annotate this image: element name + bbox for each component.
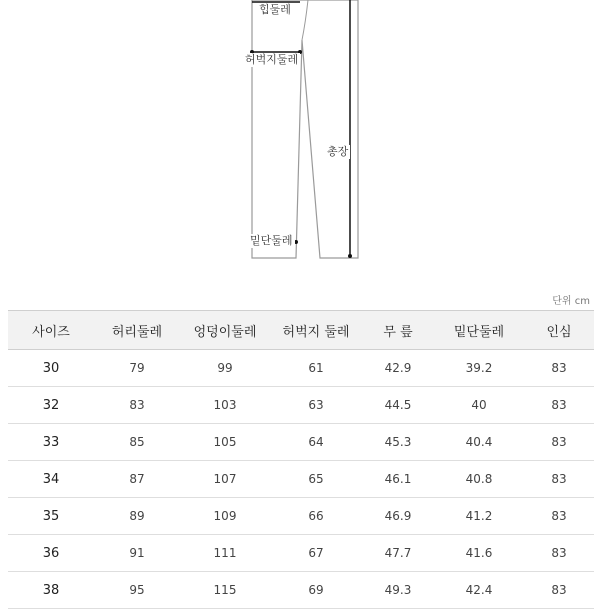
waist-cell: 83	[94, 387, 180, 424]
knee-cell: 46.9	[362, 498, 434, 535]
hem-cell: 41.2	[434, 498, 524, 535]
thigh-cell: 61	[270, 350, 362, 387]
hip-cell: 99	[180, 350, 270, 387]
table-row	[8, 572, 594, 609]
hip-cell: 109	[180, 498, 270, 535]
inseam-cell: 83	[524, 572, 594, 609]
header-hem: 밑단둘레	[434, 311, 524, 350]
table-row	[8, 498, 594, 535]
header-thigh: 허벅지 둘레	[270, 311, 362, 350]
hem-label: 밑단둘레	[250, 234, 293, 247]
inseam-cell: 83	[524, 535, 594, 572]
waist-cell: 95	[94, 572, 180, 609]
waist-cell: 91	[94, 535, 180, 572]
knee-cell: 45.3	[362, 424, 434, 461]
pants-diagram	[0, 0, 600, 270]
inseam-cell: 83	[524, 424, 594, 461]
hem-cell: 40	[434, 387, 524, 424]
header-size: 사이즈	[8, 311, 94, 350]
table-row	[8, 461, 594, 498]
table-row	[8, 387, 594, 424]
hem-cell: 42.4	[434, 572, 524, 609]
thigh-cell: 66	[270, 498, 362, 535]
knee-cell: 49.3	[362, 572, 434, 609]
size-cell: 35	[8, 498, 94, 535]
table-header-row	[8, 311, 594, 350]
size-table	[8, 310, 594, 609]
thigh-cell: 65	[270, 461, 362, 498]
knee-cell: 47.7	[362, 535, 434, 572]
total-length-label: 총장	[327, 145, 349, 158]
inseam-cell: 83	[524, 350, 594, 387]
knee-cell: 44.5	[362, 387, 434, 424]
size-cell: 32	[8, 387, 94, 424]
table-row	[8, 424, 594, 461]
thigh-cell: 63	[270, 387, 362, 424]
thigh-cell: 64	[270, 424, 362, 461]
table-row	[8, 350, 594, 387]
waist-cell: 79	[94, 350, 180, 387]
hem-cell: 40.4	[434, 424, 524, 461]
hip-cell: 111	[180, 535, 270, 572]
header-inseam: 인심	[524, 311, 594, 350]
pants-outline-drawing	[0, 0, 600, 270]
waist-cell: 87	[94, 461, 180, 498]
inseam-cell: 83	[524, 461, 594, 498]
thigh-label: 허벅지둘레	[245, 53, 299, 66]
header-waist: 허리둘레	[94, 311, 180, 350]
hem-cell: 41.6	[434, 535, 524, 572]
knee-cell: 42.9	[362, 350, 434, 387]
thigh-cell: 69	[270, 572, 362, 609]
hem-cell: 40.8	[434, 461, 524, 498]
hip-cell: 105	[180, 424, 270, 461]
hip-cell: 115	[180, 572, 270, 609]
size-cell: 38	[8, 572, 94, 609]
hip-cell: 107	[180, 461, 270, 498]
knee-cell: 46.1	[362, 461, 434, 498]
inseam-cell: 83	[524, 498, 594, 535]
hem-cell: 39.2	[434, 350, 524, 387]
inseam-cell: 83	[524, 387, 594, 424]
size-cell: 30	[8, 350, 94, 387]
waist-cell: 89	[94, 498, 180, 535]
header-hip: 엉덩이둘레	[180, 311, 270, 350]
size-cell: 36	[8, 535, 94, 572]
thigh-cell: 67	[270, 535, 362, 572]
header-knee: 무 릎	[362, 311, 434, 350]
table-row	[8, 535, 594, 572]
size-cell: 34	[8, 461, 94, 498]
size-cell: 33	[8, 424, 94, 461]
hip-label: 힙둘레	[259, 3, 291, 16]
waist-cell: 85	[94, 424, 180, 461]
unit-label: 단위 cm	[552, 296, 590, 307]
hip-cell: 103	[180, 387, 270, 424]
